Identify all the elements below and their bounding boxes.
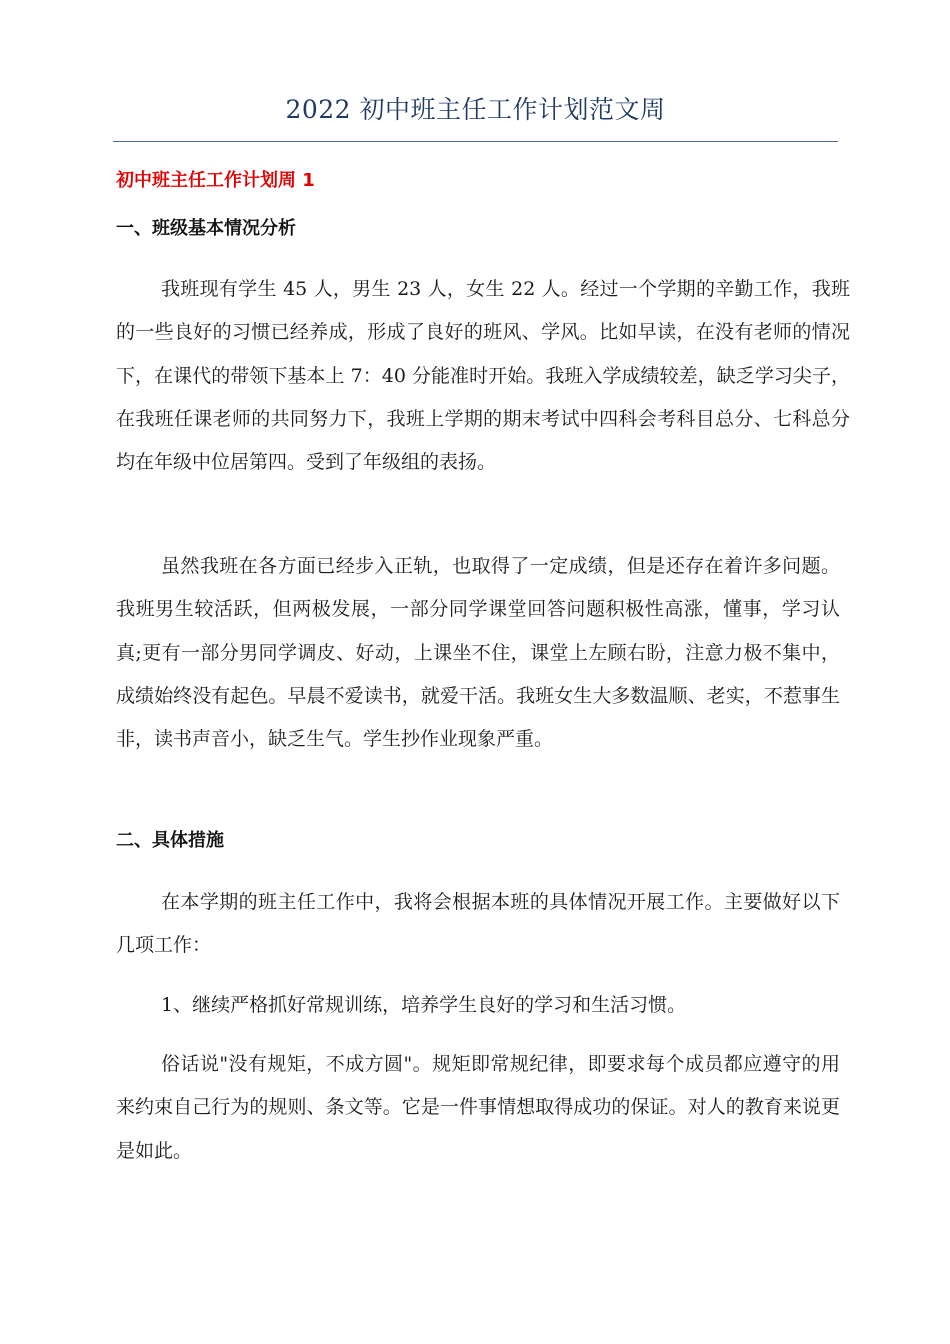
paragraph-class-problems: 虽然我班在各方面已经步入正轨，也取得了一定成绩，但是还存在着许多问题。我班男生较活跃，但两极发展，一部分同学课堂回答问题积极性高涨，懂事，学习认真;更有一部分男同学调皮、好动，上课坐不住，课堂上左顾右盼，注意力极不集中，成绩始终没有起色。早晨不爱读书，就爱干活。我班女生大多数温顺、老实，不惹事生非，读书声音小，缺乏生气。学生抄作业现象严重。	[116, 555, 840, 751]
paragraph-measure-item-1: 1、继续严格抓好常规训练，培养学生良好的学习和生活习惯。	[161, 994, 687, 1016]
paragraph-rules-saying: 俗话说"没有规矩，不成方圆"。规矩即常规纪律，即要求每个成员都应遵守的用来约束自己行为的规则、条文等。它是一件事情想取得成功的保证。对人的教育来说更是如此。	[116, 1053, 840, 1162]
title-divider	[113, 141, 838, 142]
section-heading-class-analysis: 一、班级基本情况分析	[116, 218, 296, 239]
section-heading-measures: 二、具体措施	[116, 830, 224, 851]
document-title: 2022 初中班主任工作计划范文周	[285, 95, 666, 124]
paragraph-class-overview: 我班现有学生 45 人，男生 23 人，女生 22 人。经过一个学期的辛勤工作，我班的一些良好的习惯已经养成，形成了良好的班风、学风。比如早读，在没有老师的情况下，在课代的带领下基本上 7：40 分能准时开始。我班入学成绩较差，缺乏学习尖子，在我班任课老师的共同努力下，我班上学期的期末考试中四科会考科目总分、七科总分均在年级中位居第四。受到了年级组的表扬。	[116, 278, 850, 474]
paragraph-measures-intro: 在本学期的班主任工作中，我将会根据本班的具体情况开展工作。主要做好以下几项工作：	[116, 891, 840, 957]
plan-subtitle: 初中班主任工作计划周 1	[116, 170, 315, 191]
